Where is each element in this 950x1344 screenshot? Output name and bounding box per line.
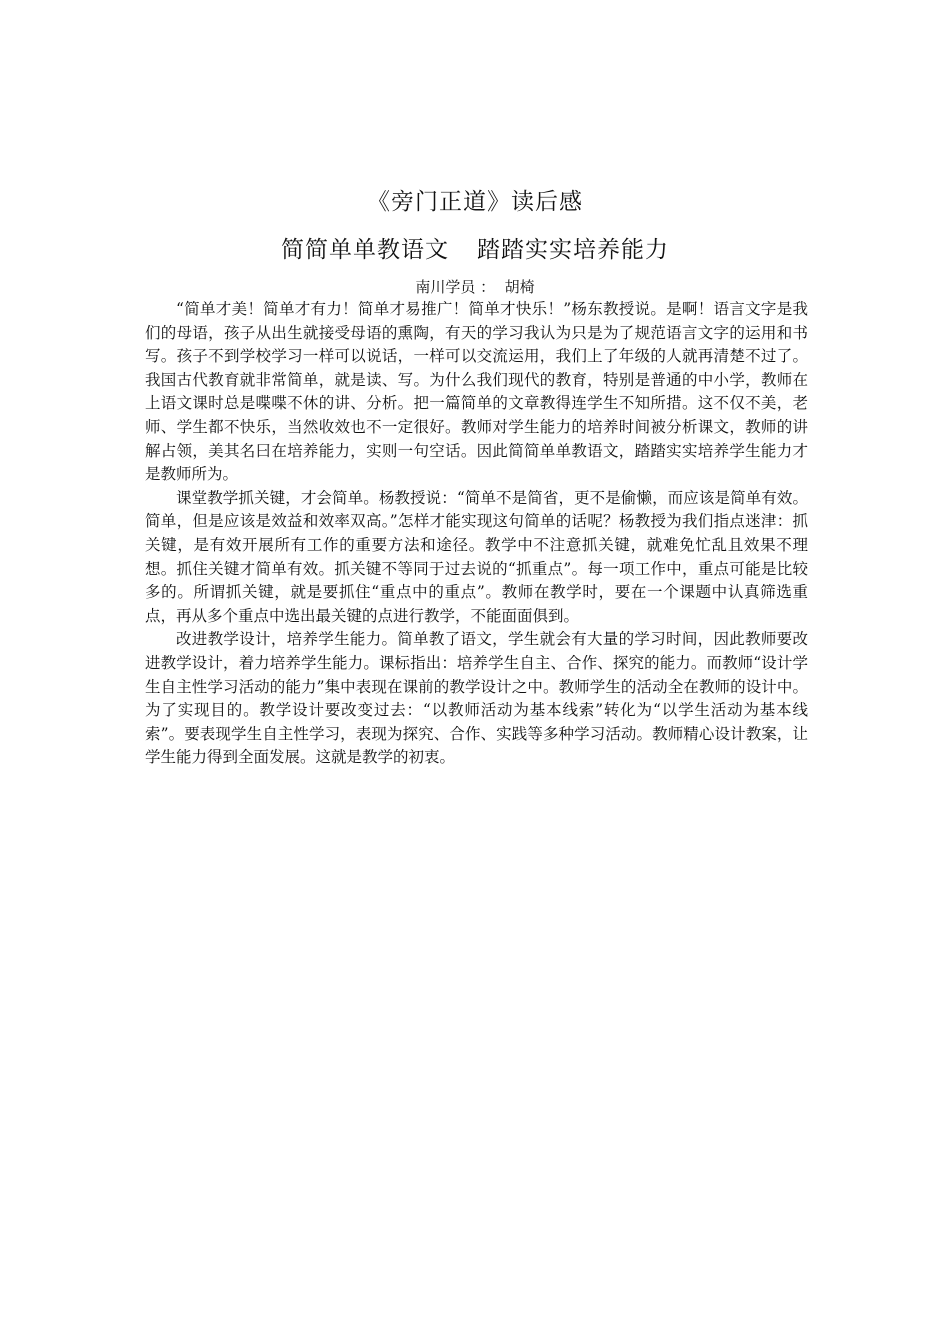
document-subtitle (0, 231, 950, 264)
document-title: 《旁门正道》读后感 (367, 189, 583, 215)
document-body (145, 298, 808, 770)
paragraph: 课堂教学抓关键，才会简单。杨教授说：“简单不是简省，更不是偷懒，而应该是简单有效。简单，但是应该是效益和效率双高。”怎样才能实现这句简单的话呢？杨教授为我们指点迷津：抓关键，是有效开展所有工作的重要方法和途径。教学中不注意抓关键，就难免忙乱且效果不理想。抓住关键才简单有效。抓关键不等同于过去说的“抓重点”。每一项工作中，重点可能是比较多的。所谓抓关键，就是要抓住“重点中的重点”。教师在教学时，要在一个课题中认真筛选重点，再从多个重点中选出最关键的点进行教学，不能面面俱到。 (145, 488, 808, 625)
paragraph: 改进教学设计，培养学生能力。简单教了语文，学生就会有大量的学习时间，因此教师要改进教学设计，着力培养学生能力。课标指出：培养学生自主、合作、探究的能力。而教师“设计学生自主性学习活动的能力”集中表现在课前的教学设计之中。教师学生的活动全在教师的设计中。为了实现目的。教学设计要改变过去：“以教师活动为基本线索”转化为“以学生活动为基本线索”。要表现学生自主性学习，表现为探究、合作、实践等多种学习活动。教师精心设计教案，让学生能力得到全面发展。这就是教学的初衷。 (145, 630, 808, 767)
author-line: 南川学员 ： 胡椅 (415, 278, 535, 296)
subtitle-part2: 踏踏实实培养能力 (477, 237, 669, 263)
paragraph: “简单才美！简单才有力！简单才易推广！简单才快乐！”杨东教授说。是啊！语言文字是我们的母语，孩子从出生就接受母语的熏陶，有天的学习我认为只是为了规范语言文字的运用和书写。孩子不到学校学习一样可以说话，一样可以交流运用，我们上了年级的人就再清楚不过了。我国古代教育就非常简单，就是读、写。为什么我们现代的教育，特别是普通的中小学，教师在上语文课时总是喋喋不休的讲、分析。把一篇简单的文章教得连学生不知所措。这不仅不美，老师、学生都不快乐，当然收效也不一定很好。教师对学生能力的培养时间被分析课文，教师的讲解占领，美其名曰在培养能力，实则一句空话。因此简简单单教语文，踏踏实实培养学生能力才是教师所为。 (145, 300, 808, 484)
subtitle-part1: 简简单单教语文 (281, 237, 449, 263)
